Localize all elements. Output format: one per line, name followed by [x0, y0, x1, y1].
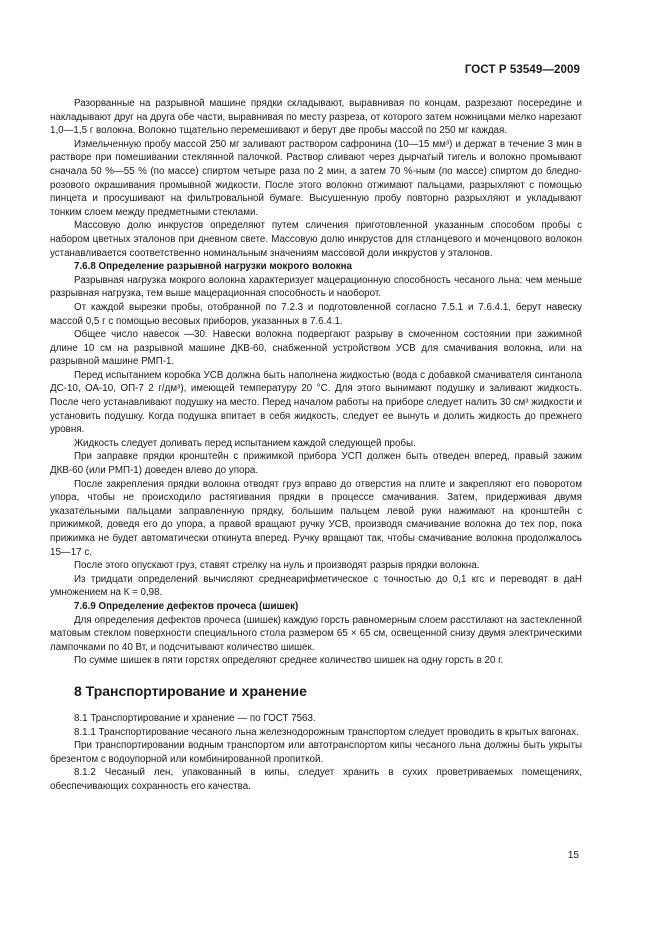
paragraph: По сумме шишек в пяти горстях определяют среднее количество шишек на одну горсть в 20 г.: [74, 655, 504, 667]
paragraph: 8.1.2 Чесаный лен, упакованный в кипы, следует хранить в сухих проветриваемых помещениях, обеспечивающих сохранность его качества.: [50, 767, 582, 792]
paragraph: При заправке прядки кронштейн с прижимкой прибора УСП должен быть отведен вперед, правый зажим ДКВ-60 (или РМП-1) доведен влево до упора.: [50, 451, 582, 477]
document-body: [50, 97, 582, 794]
paragraph: Разрывная нагрузка мокрого волокна характеризует мацерационную способность чесаного льна: чем меньше разрывная нагрузка, тем выше мацерационная способность и наоборот.: [50, 274, 582, 300]
paragraph: Массовую долю инкрустов определяют путем сличения приготовленной указанным способом пробы с набором цветных эталонов при дневном свете. Массовую долю инкрустов для стланцевого и моченцового волокон устанавливается соответственно номинальным значениям массовой доли инкрустов у эталонов.: [50, 220, 582, 259]
section-subheading: 7.6.8 Определение разрывной нагрузки мокрого волокна: [74, 261, 352, 273]
paragraph: Из тридцати определений вычисляют среднеарифметическое с точностью до 0,1 кгс и переводят в даН умножением на К = 0,98.: [50, 573, 582, 599]
paragraph: Жидкость следует доливать перед испытанием каждой следующей пробы.: [74, 437, 416, 449]
paragraph: 8.1.1 Транспортирование чесаного льна железнодорожным транспортом следует проводить в крытых вагонах.: [74, 726, 579, 738]
section-subheading: 7.6.9 Определение дефектов прочеса (шишек): [74, 600, 299, 612]
page-number: 15: [567, 850, 579, 861]
paragraph: Общее число навесок —30. Навески волокна подвергают разрыву в смоченном состоянии при зажимной длине 10 см на разрывной машине ДКВ-60, снабженной устройством УСВ для смачивания волокна, или на разрывной машине РМП-1.: [50, 329, 582, 368]
paragraph: При транспортировании водным транспортом или автотранспортом кипы чесаного льна должны быть укрыты брезентом с водоупорной или комбинированной пропиткой.: [50, 740, 582, 765]
paragraph: Перед испытанием коробка УСВ должна быть наполнена жидкостью (вода с добавкой смачивателя синтанола ДС-10, ОА-10, ОП-7 2 г/дм³), имеющей температуру 20 °С. Для этого вынимают подушку и заливают жидкость. После чего устанавливают подушку на место. Перед началом работы на приборе следует налить 30 см³ жидкости и установить подушку. Когда подушка впитает в себя жидкость, следует ее вынуть и долить жидкость до прежнего уровня.: [50, 369, 582, 436]
document-code: ГОСТ Р 53549—2009: [464, 64, 580, 76]
section-heading: 8 Транспортирование и хранение: [74, 682, 307, 699]
paragraph: 8.1 Транспортирование и хранение — по ГОСТ 7563.: [74, 712, 316, 724]
paragraph: Для определения дефектов прочеса (шишек) каждую горсть равномерным слоем расстилают на застекленной матовым стеклом поверхности специального стола размером 65 × 65 см, освещенной снизу двумя электрическими лампочками по 40 Вт, и подсчитывают количество шишек.: [50, 614, 582, 653]
paragraph: От каждой вырезки пробы, отобранной по 7.2.3 и подготовленной согласно 7.5.1 и 7.6.4.1, берут навеску массой 0,5 г с помощью весовых приборов, указанных в 7.6.4.1.: [50, 301, 582, 327]
paragraph: После закрепления прядки волокна отводят груз вправо до отверстия на плите и закрепляют его поворотом упора, чтобы не происходило растягивания прядки в процессе смачивания. Затем, придерживая двумя указательными пальцами заправленную прядку, большим пальцем левой руки нажимают на кронштейн с прижимкой, доведя его до упора, а правой вращают ручку УСВ, производя смачивание волокна до тех пор, пока прижимка не будет автоматически откинута вперед. Ручку вращают так, чтобы смачивание волокна продолжалось 15—17 с.: [50, 478, 582, 558]
paragraph: Измельченную пробу массой 250 мг заливают раствором сафронина (10—15 мм³) и держат в течение 3 мин в растворе при помешивании стеклянной палочкой. Раствор сливают через дырчатый тигель и волокно промывают сначала 50 %—55 % (по массе) спиртом четыре раза по 2 мин, а затем 70 %-ным (по массе) спиртом до бледно-розового окрашивания промывной жидкости. После этого волокно отжимают пальцами, разрыхляют с помощью пинцета и просушивают на фильтровальной бумаге. Высушенную пробу повторно разрыхляют и укладывают тонким слоем между предметными стеклами.: [50, 138, 582, 218]
paragraph: После этого опускают груз, ставят стрелку на нуль и производят разрыв прядки волокна.: [74, 560, 480, 572]
paragraph: Разорванные на разрывной машине прядки складывают, выравнивая по концам, разрезают посередине и накладывают друг на друга обе части, выравнивая по месту разреза, от которого затем ножницами мелко нарезают 1,0—1,5 г волокна. Волокно тщательно перемешивают и берут две пробы массой по 250 мг каждая.: [50, 98, 582, 137]
